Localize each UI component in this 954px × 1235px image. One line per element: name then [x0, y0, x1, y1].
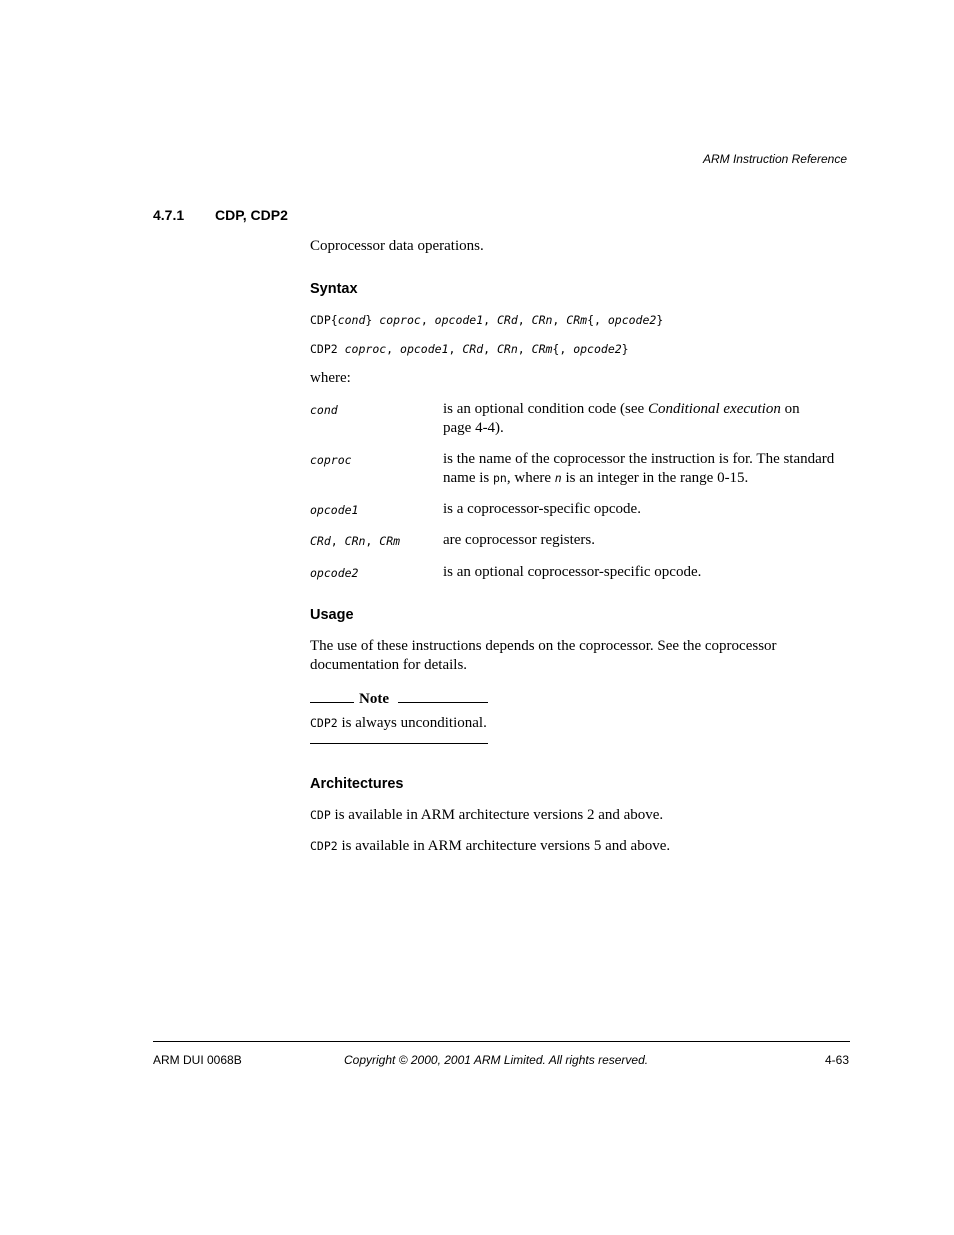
- syntax-mnemonic: CDP{: [310, 313, 338, 327]
- syntax-param-opcode2: opcode2: [607, 313, 657, 327]
- section-intro: Coprocessor data operations.: [310, 238, 484, 254]
- syntax-param-opcode1: opcode1: [434, 313, 484, 327]
- syntax-param-crn: CRn: [497, 342, 518, 356]
- syntax-line-cdp: CDP{cond} coproc, opcode1, CRd, CRn, CRm{, opcode2}: [310, 313, 664, 327]
- section-title: CDP, CDP2: [215, 207, 288, 223]
- usage-heading: Usage: [310, 607, 354, 623]
- note-text: CDP2 is always unconditional.: [310, 715, 487, 731]
- inline-code: pn: [493, 471, 507, 485]
- running-header: ARM Instruction Reference: [702, 152, 847, 166]
- syntax-mnemonic: CDP2: [310, 342, 345, 356]
- note-label: Note: [359, 691, 389, 707]
- param-desc-coproc: is the name of the coprocessor the instruction is for. The standard name is pn, where n is an integer in the range 0-15.: [443, 451, 835, 486]
- architectures-heading: Architectures: [310, 776, 404, 792]
- syntax-line-cdp2: CDP2 coproc, opcode1, CRd, CRn, CRm{, opcode2}: [310, 342, 629, 356]
- footer-copyright: Copyright © 2000, 2001 ARM Limited. All rights reserved.: [344, 1053, 649, 1067]
- param-desc-opcode1: is a coprocessor-specific opcode.: [443, 501, 641, 517]
- syntax-param-cond: cond: [337, 313, 366, 327]
- param-term-coproc: coproc: [310, 453, 352, 467]
- inline-code: n: [554, 471, 562, 485]
- param-term-cond: cond: [310, 403, 338, 417]
- syntax-param-opcode1: opcode1: [400, 342, 449, 356]
- inline-code: CDP: [310, 808, 331, 822]
- note-rule-right: [398, 702, 488, 703]
- usage-paragraph: The use of these instructions depends on the coprocessor. See the coprocessor documentation for details.: [310, 638, 777, 673]
- inline-code: CDP2: [310, 839, 338, 853]
- syntax-param-opcode2: opcode2: [573, 342, 622, 356]
- param-desc-opcode2: is an optional coprocessor-specific opcode.: [443, 564, 702, 580]
- param-term-registers: CRd, CRn, CRm: [310, 534, 401, 548]
- footer-divider: [153, 1041, 850, 1042]
- syntax-param-coproc: coproc: [379, 313, 421, 327]
- architectures-line-cdp: CDP is available in ARM architecture versions 2 and above.: [310, 807, 664, 823]
- syntax-param-crm: CRm: [531, 342, 553, 356]
- syntax-heading: Syntax: [310, 281, 358, 297]
- where-label: where:: [310, 370, 351, 386]
- param-desc-cond: is an optional condition code (see Conditional execution on page 4-4).: [443, 401, 800, 436]
- param-term-opcode1: opcode1: [310, 503, 359, 517]
- param-term-opcode2: opcode2: [310, 566, 359, 580]
- section-number: 4.7.1: [153, 207, 185, 223]
- cross-reference-link[interactable]: Conditional execution: [647, 401, 781, 417]
- footer-doc-id: ARM DUI 0068B: [153, 1053, 242, 1067]
- inline-code: CDP2: [310, 716, 338, 730]
- syntax-param-crn: CRn: [531, 313, 553, 327]
- architectures-line-cdp2: CDP2 is available in ARM architecture versions 5 and above.: [310, 838, 671, 854]
- footer-page-number: 4-63: [824, 1053, 849, 1067]
- param-desc-registers: are coprocessor registers.: [443, 532, 596, 548]
- syntax-param-coproc: coproc: [344, 342, 387, 356]
- syntax-param-crm: CRm: [566, 313, 588, 327]
- note-rule-left: [310, 702, 354, 703]
- syntax-param-crd: CRd: [497, 313, 518, 327]
- note-rule-bottom: [310, 743, 488, 744]
- syntax-param-crd: CRd: [462, 342, 484, 356]
